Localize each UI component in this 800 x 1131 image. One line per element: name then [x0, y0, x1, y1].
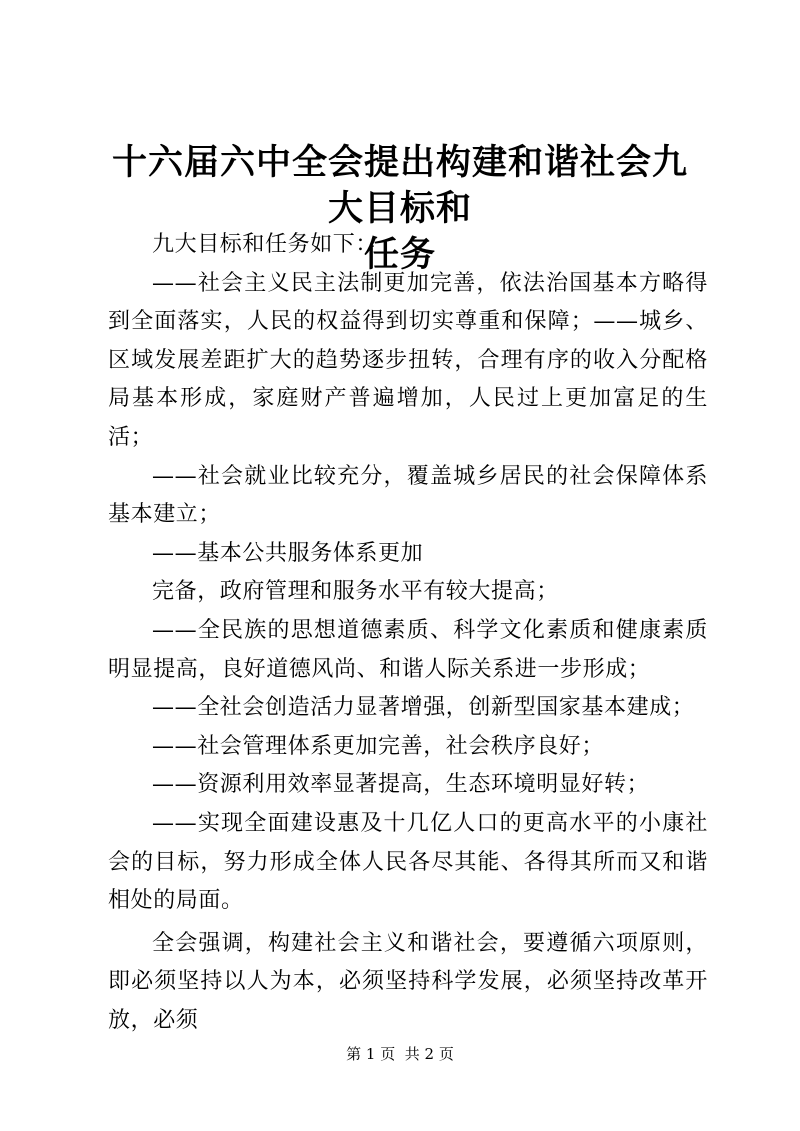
paragraph-goal-6: ——社会管理体系更加完善，社会秩序良好；: [152, 733, 605, 759]
paragraph-goal-2: ——社会就业比较充分，覆盖城乡居民的社会保障体系基本建立；: [108, 463, 708, 528]
title-line-2: 任务: [363, 234, 436, 275]
page-footer: [0, 1044, 800, 1064]
document-body: [108, 226, 708, 1040]
paragraph-principles: 全会强调，构建社会主义和谐社会，要遵循六项原则，即必须坚持以人为本，必须坚持科学发展，必须坚持改革开放，必须: [108, 930, 708, 1033]
paragraph-goal-4: ——全民族的思想道德素质、科学文化素质和健康素质明显提高，良好道德风尚、和谐人际关系进一步形成；: [108, 617, 708, 682]
paragraph-goal-5: ——全社会创造活力显著增强，创新型国家基本建成；: [152, 695, 695, 721]
paragraph-goal-3b: 完备，政府管理和服务水平有较大提高；: [152, 579, 559, 605]
paragraph-goal-7: ——资源利用效率显著提高，生态环境明显好转；: [152, 772, 650, 798]
paragraph-goal-3a: ——基本公共服务体系更加: [152, 540, 424, 566]
paragraph-goal-8: ——实现全面建设惠及十几亿人口的更高水平的小康社会的目标，努力形成全体人民各尽其能、各得其所而又和谐相处的局面。: [108, 810, 708, 914]
title-line-1: 十六届六中全会提出构建和谐社会九大目标和: [111, 142, 688, 229]
paragraph-intro: 九大目标和任务如下：: [152, 232, 379, 257]
paragraph-goal-1: ——社会主义民主法制更加完善，依法治国基本方略得到全面落实，人民的权益得到切实尊重和保障；——城乡、区域发展差距扩大的趋势逐步扭转，合理有序的收入分配格局基本形成，家庭财产普遍增加，人民过上更加富足的生活；: [108, 270, 708, 450]
page-number: 第 1 页 共 2 页: [346, 1045, 454, 1063]
